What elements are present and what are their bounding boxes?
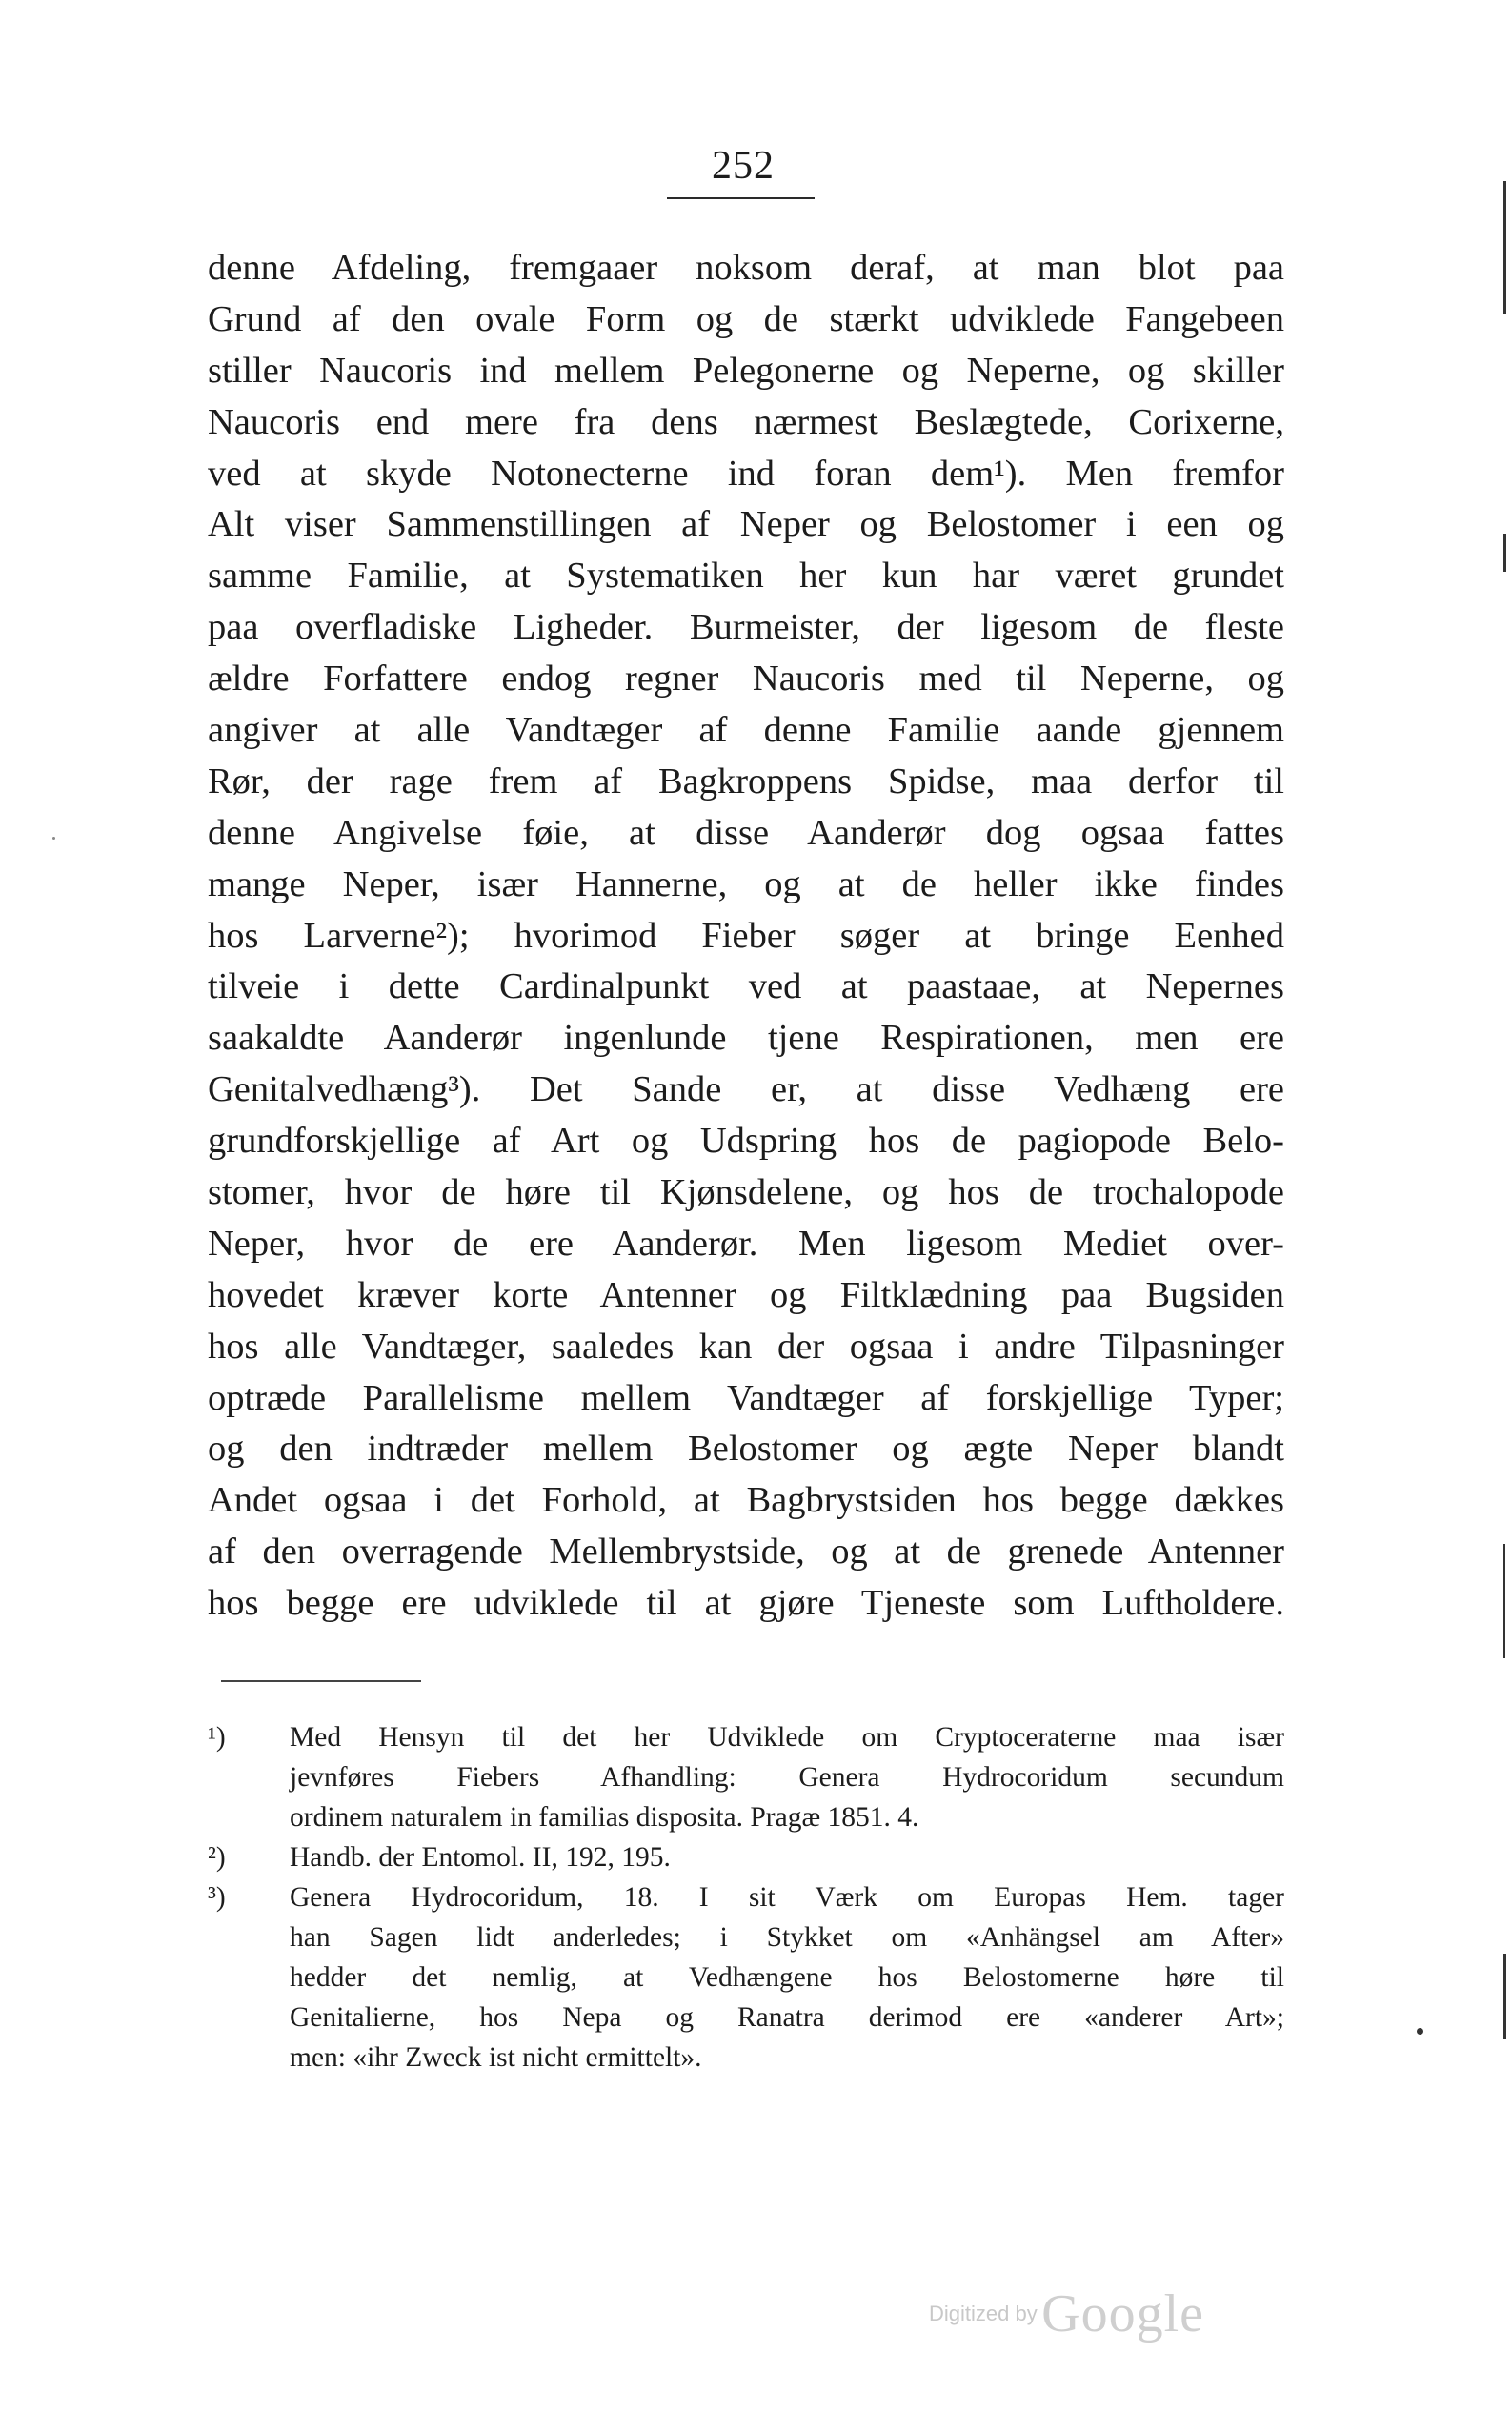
scan-edge-mark [1503,181,1506,314]
footnote-text: Genera Hydrocoridum, 18. I sit Værk om Europas Hem. tager [290,1882,1284,1913]
scan-dot [1417,2028,1423,2035]
footnote-line [208,1957,1284,1998]
footnote-line [208,2038,1284,2078]
footnote-line [208,1717,1284,1757]
footnote-marker: ¹) [208,1722,226,1753]
footnote-text: ordinem naturalem in familias disposita. Pragæ 1851. 4. [290,1802,919,1833]
scan-edge-mark [1503,1544,1505,1658]
footnote-text: Med Hensyn til det her Udviklede om Cryptoceraterne maa især [290,1722,1284,1753]
footnote-line [208,1837,1284,1877]
footnote-line [208,1797,1284,1837]
body-line: Rør, der rage frem af Bagkroppens Spidse, maa derfor til [208,761,1284,801]
body-line: ældre Forfattere endog regner Naucoris med til Neperne, og [208,659,1284,700]
footnote-separator [221,1680,421,1682]
body-line: grundforskjellige af Art og Udspring hos de pagiopode Belo- [208,1121,1284,1162]
body-line: Genitalvedhæng³). Det Sande er, at disse Vedhæng ere [208,1069,1284,1110]
scan-edge-mark [1503,534,1506,572]
body-text [208,243,1284,1630]
body-line: tilveie i dette Cardinalpunkt ved at paastaae, at Nepernes [208,966,1284,1007]
footnote-marker: ³) [208,1882,226,1913]
footnote-line [208,1757,1284,1797]
google-logo: Google [1041,2284,1205,2343]
body-line: Andet ogsaa i det Forhold, at Bagbrystsiden hos begge dækkes [208,1480,1284,1521]
body-line: angiver at alle Vandtæger af denne Familie aande gjennem [208,710,1284,751]
body-line: hos alle Vandtæger, saaledes kan der ogsaa i andre Tilpasninger [208,1326,1284,1367]
body-line: hos begge ere udviklede til at gjøre Tjeneste som Luftholdere. [208,1583,1284,1624]
footnote-text: Genitalierne, hos Nepa og Ranatra derimod ere «anderer Art»; [290,2002,1284,2033]
page-number: 252 [712,144,775,188]
footnote-marker: ²) [208,1842,226,1873]
footnote-line [208,1917,1284,1957]
digitized-watermark [929,2283,1204,2344]
footnote-line [208,1998,1284,2038]
scan-dot [52,837,55,840]
body-line: denne Angivelse føie, at disse Aanderør dog ogsaa fattes [208,812,1284,853]
footnote-text: Handb. der Entomol. II, 192, 195. [290,1842,671,1873]
digitized-label: Digitized by [929,2302,1038,2325]
footnote-text: hedder det nemlig, at Vedhængene hos Belostomerne høre til [290,1962,1284,1993]
footnote-line [208,1877,1284,1917]
body-line: Neper, hvor de ere Aanderør. Men ligesom Mediet over- [208,1223,1284,1264]
footnotes [208,1717,1284,2078]
footnote-text: men: «ihr Zweck ist nicht ermittelt». [290,2042,702,2073]
body-line: stomer, hvor de høre til Kjønsdelene, og hos de trochalopode [208,1172,1284,1213]
footnote-text: jevnføres Fiebers Afhandling: Genera Hydrocoridum secundum [290,1762,1284,1793]
body-line: ved at skyde Notonecterne ind foran dem¹). Men fremfor [208,453,1284,494]
body-line: og den indtræder mellem Belostomer og ægte Neper blandt [208,1429,1284,1470]
body-line: hos Larverne²); hvorimod Fieber søger at bringe Eenhed [208,915,1284,956]
body-line: Naucoris end mere fra dens nærmest Beslægtede, Corixerne, [208,401,1284,442]
body-line: Alt viser Sammenstillingen af Neper og Belostomer i een og [208,504,1284,545]
body-line: mange Neper, især Hannerne, og at de heller ikke findes [208,863,1284,904]
body-line: stiller Naucoris ind mellem Pelegonerne og Neperne, og skiller [208,350,1284,391]
body-line: Grund af den ovale Form og de stærkt udviklede Fangebeen [208,298,1284,339]
body-line: af den overragende Mellembrystside, og at de grenede Antenner [208,1531,1284,1572]
scan-edge-mark [1503,1954,1506,2039]
body-line: denne Afdeling, fremgaaer noksom deraf, at man blot paa [208,248,1284,288]
page-number-rule [667,197,815,199]
body-line: hovedet kræver korte Antenner og Filtklædning paa Bugsiden [208,1274,1284,1315]
body-line: saakaldte Aanderør ingenlunde tjene Respirationen, men ere [208,1018,1284,1059]
body-line: samme Familie, at Systematiken her kun har været grundet [208,556,1284,597]
footnote-text: han Sagen lidt anderledes; i Stykket om «Anhängsel am After» [290,1922,1284,1953]
body-line: optræde Parallelisme mellem Vandtæger af forskjellige Typer; [208,1377,1284,1418]
body-line: paa overfladiske Ligheder. Burmeister, der ligesom de fleste [208,607,1284,648]
